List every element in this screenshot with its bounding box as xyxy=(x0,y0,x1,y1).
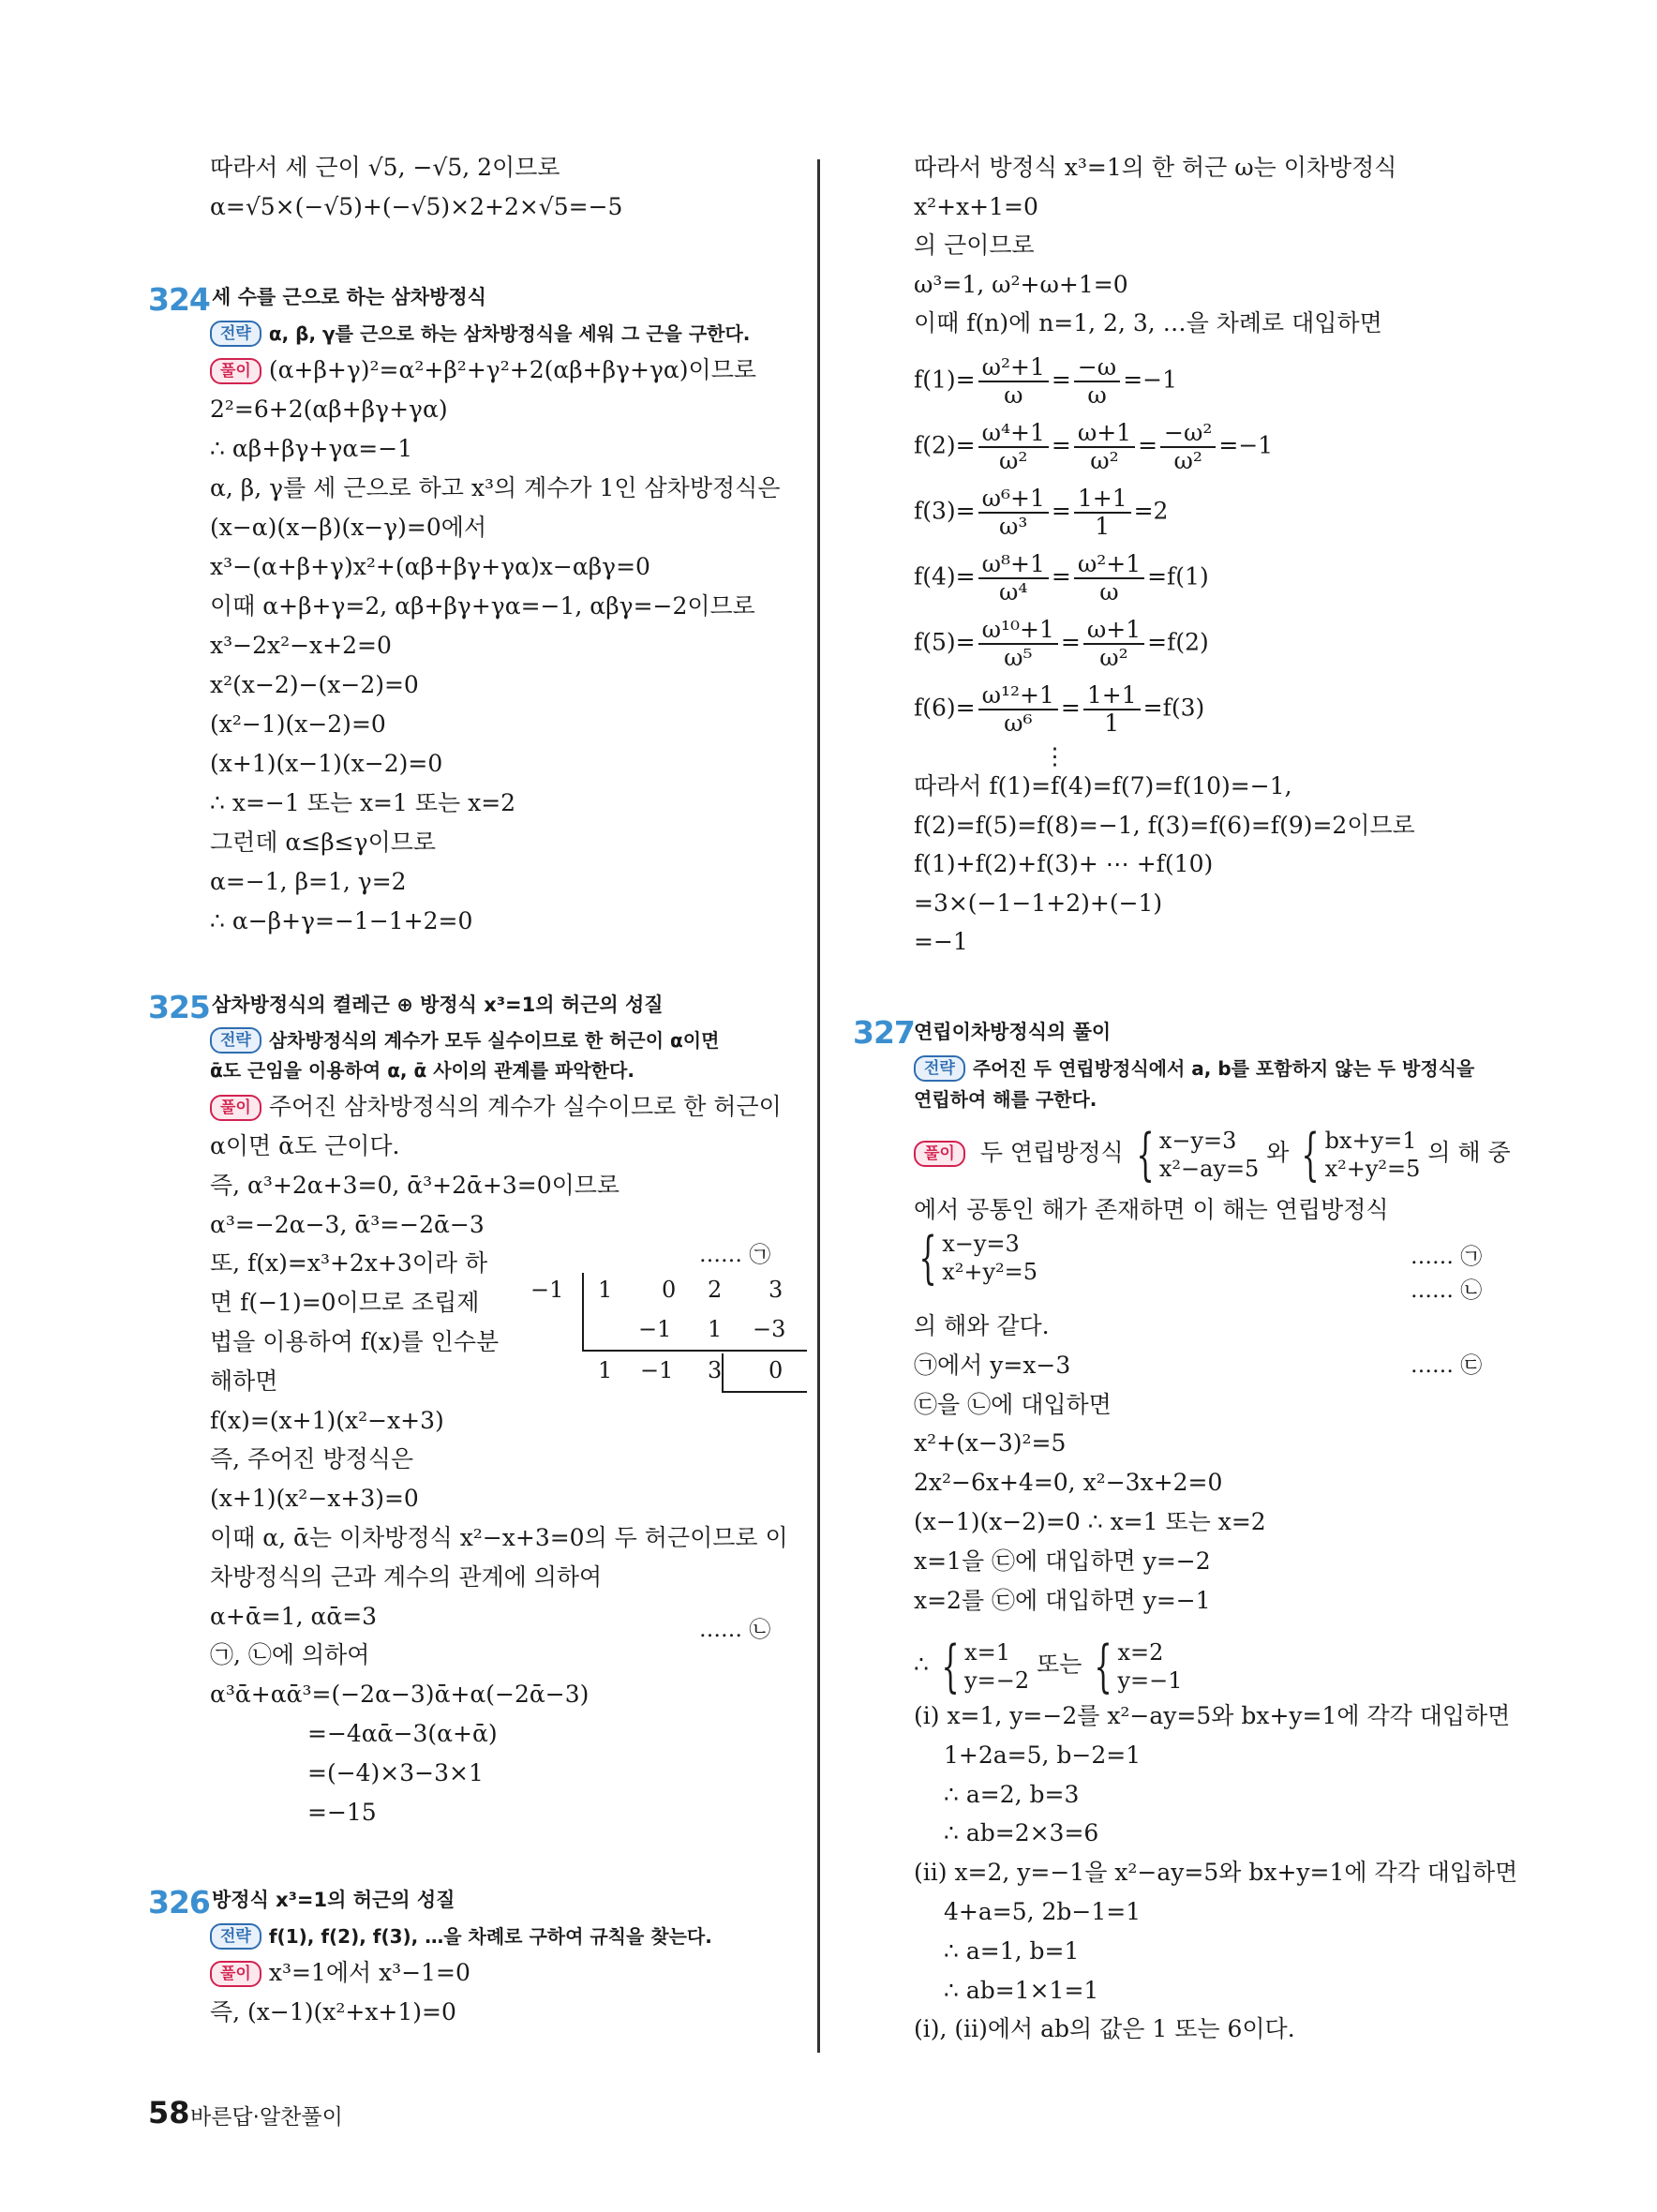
strategy-tag: 전략 xyxy=(210,321,261,347)
synth-cell: 2 xyxy=(708,1277,723,1303)
text-line: ∴ a=1, b=1 xyxy=(944,1936,1080,1965)
equals-sign: = xyxy=(1051,431,1071,459)
text-line: α+ᾱ=1, αᾱ=3 xyxy=(210,1602,378,1630)
equation: x−y=3 xyxy=(942,1230,1020,1257)
strategy-line: 연립하여 해를 구한다. xyxy=(914,1088,1097,1111)
intro-line: α=√5×(−√5)+(−√5)×2+2×√5=−5 xyxy=(210,193,623,220)
fraction-equation xyxy=(914,682,1204,737)
denominator: ω² xyxy=(1099,644,1128,671)
text-line: 1+2a=5, b−2=1 xyxy=(944,1741,1142,1769)
problem-title: 방정식 x³=1의 허근의 성질 xyxy=(212,1889,455,1911)
text-line: 2x²−6x+4=0, x²−3x+2=0 xyxy=(914,1469,1223,1497)
synth-cell: 3 xyxy=(769,1277,784,1303)
denominator: ω xyxy=(1099,578,1119,605)
solution-text: 의 해 중 xyxy=(1427,1139,1511,1166)
result: =2 xyxy=(1133,497,1169,525)
equals-sign: = xyxy=(1051,562,1071,590)
equation-marker: …… ㉠ xyxy=(1411,1245,1483,1269)
denominator: ω² xyxy=(999,447,1028,474)
denominator: ω² xyxy=(1090,447,1119,474)
text-line: (x−1)(x−2)=0 ∴ x=1 또는 x=2 xyxy=(914,1508,1266,1535)
equation-system-line xyxy=(914,1224,1038,1291)
synth-box-left xyxy=(722,1353,724,1391)
synth-cell: −3 xyxy=(753,1316,786,1342)
strategy-line: ᾱ도 근임을 이용하여 α, ᾱ 사이의 관계를 파악한다. xyxy=(210,1059,634,1082)
equation: y=−1 xyxy=(1117,1666,1183,1694)
denominator: ω xyxy=(1004,381,1023,409)
text-line: 의 근이므로 xyxy=(914,232,1035,259)
fraction xyxy=(1074,486,1131,540)
problem-number: 326 xyxy=(148,1884,210,1921)
text-line: f(2)=f(5)=f(8)=−1, f(3)=f(6)=f(9)=2이므로 xyxy=(914,811,1415,839)
denominator: ω⁶ xyxy=(1004,710,1033,737)
strategy-tag: 전략 xyxy=(210,1923,261,1950)
function-label: f(4)= xyxy=(914,562,976,590)
problem-title: 연립이차방정식의 풀이 xyxy=(914,1021,1112,1043)
synth-cell: −1 xyxy=(638,1316,672,1342)
text-line: 4+a=5, 2b−1=1 xyxy=(944,1898,1142,1925)
brace-icon: { xyxy=(1094,1633,1112,1699)
text-line: ㉠, ㉡에 의하여 xyxy=(210,1641,370,1669)
solution-line xyxy=(914,1121,1511,1188)
numerator: −ω² xyxy=(1160,420,1216,448)
numerator: ω¹⁰+1 xyxy=(978,617,1058,645)
synth-cell: 1 xyxy=(708,1316,723,1342)
problem-title: 세 수를 근으로 하는 삼차방정식 xyxy=(212,286,486,308)
page-number: 58 xyxy=(148,2095,190,2130)
function-label: f(5)= xyxy=(914,628,976,656)
intro-line: 따라서 세 근이 √5, −√5, 2이므로 xyxy=(210,154,560,181)
result: =f(1) xyxy=(1147,562,1209,590)
equation: x=2 xyxy=(1117,1638,1164,1666)
denominator: 1 xyxy=(1104,710,1120,737)
numerator: 1+1 xyxy=(1083,682,1141,710)
fraction xyxy=(978,617,1058,671)
denominator: ω⁵ xyxy=(1004,644,1033,671)
fraction-equation xyxy=(914,420,1273,474)
text-line: 따라서 방정식 x³=1의 한 허근 ω는 이차방정식 xyxy=(914,154,1397,181)
solution-text: 또는 xyxy=(1037,1651,1082,1678)
text-line: ㉠에서 y=x−3 xyxy=(914,1351,1071,1379)
text-line: 차방정식의 근과 계수의 관계에 의하여 xyxy=(210,1562,603,1591)
fraction xyxy=(978,420,1049,474)
text-line: 해하면 xyxy=(210,1367,278,1395)
synth-cell: −1 xyxy=(640,1357,674,1383)
text-line: 그런데 α≤β≤γ이므로 xyxy=(210,829,437,856)
therefore-symbol: ∴ xyxy=(914,1651,929,1678)
result: =−1 xyxy=(1218,431,1274,459)
synth-hline xyxy=(582,1350,807,1352)
text-line: (x²−1)(x−2)=0 xyxy=(210,710,386,738)
solution-line xyxy=(210,354,756,386)
fraction xyxy=(1083,617,1144,671)
text-line: 또, f(x)=x³+2x+3이라 하 xyxy=(210,1249,488,1278)
numerator: −ω xyxy=(1074,354,1120,382)
denominator: ω² xyxy=(1173,447,1202,474)
equation-marker: …… ㉠ xyxy=(699,1243,771,1267)
strategy-text: 삼차방정식의 계수가 모두 실수이므로 한 허근이 α이면 xyxy=(268,1029,720,1052)
text-line: ∴ ab=1×1=1 xyxy=(944,1976,1099,2004)
text-line: (ii) x=2, y=−1을 x²−ay=5와 bx+y=1에 각각 대입하면 xyxy=(914,1859,1518,1887)
equation-marker: …… ㉢ xyxy=(1411,1353,1483,1378)
solution-tag: 풀이 xyxy=(210,1961,261,1987)
solution-line xyxy=(210,1091,782,1123)
equation-marker: …… ㉡ xyxy=(1411,1278,1483,1303)
text-line: x=1을 ㉢에 대입하면 y=−2 xyxy=(914,1547,1211,1575)
text-line: f(x)=(x+1)(x²−x+3) xyxy=(210,1406,444,1434)
text-line: 2²=6+2(αβ+βγ+γα) xyxy=(210,396,448,423)
text-line: ω³=1, ω²+ω+1=0 xyxy=(914,270,1128,298)
text-line: =−1 xyxy=(914,928,968,955)
answer-system xyxy=(964,1638,1029,1695)
text-line: f(1)+f(2)+f(3)+ ⋯ +f(10) xyxy=(914,850,1214,877)
fraction xyxy=(978,486,1049,540)
strategy-text: f(1), f(2), f(3), …을 차례로 구하여 규칙을 찾는다. xyxy=(268,1925,712,1948)
equation-system xyxy=(1159,1127,1260,1183)
numerator: ω⁴+1 xyxy=(978,420,1049,448)
equation: x²+y²=5 xyxy=(1324,1155,1421,1182)
fraction xyxy=(1083,682,1141,737)
solution-tag: 풀이 xyxy=(210,1095,261,1121)
equals-sign: = xyxy=(1060,628,1081,656)
equals-sign: = xyxy=(1138,431,1158,459)
function-label: f(6)= xyxy=(914,694,976,722)
function-label: f(3)= xyxy=(914,497,976,525)
text-line: x²(x−2)−(x−2)=0 xyxy=(210,671,419,698)
numerator: ω+1 xyxy=(1083,617,1144,645)
solution-tag: 풀이 xyxy=(914,1141,965,1167)
text-line: x²+x+1=0 xyxy=(914,192,1038,220)
text-line: (i), (ii)에서 ab의 값은 1 또는 6이다. xyxy=(914,2015,1295,2043)
footer-label: 바른답·알찬풀이 xyxy=(190,2105,343,2130)
solution-line xyxy=(210,1957,470,1989)
synth-vline xyxy=(582,1273,584,1350)
fraction-equation xyxy=(914,617,1209,671)
synth-cell: 1 xyxy=(598,1277,613,1303)
strategy-tag: 전략 xyxy=(210,1027,261,1054)
fraction xyxy=(1160,420,1216,474)
problem-title: 삼차방정식의 켤레근 ⊕ 방정식 x³=1의 허근의 성질 xyxy=(212,994,664,1016)
solution-text: 와 xyxy=(1266,1139,1290,1166)
strategy-text: α, β, γ를 근으로 하는 삼차방정식을 세워 그 근을 구한다. xyxy=(268,322,751,345)
fraction xyxy=(978,682,1058,737)
function-label: f(2)= xyxy=(914,431,976,459)
strategy-line xyxy=(210,1024,719,1056)
text-line: 이때 α+β+γ=2, αβ+βγ+γα=−1, αβγ=−2이므로 xyxy=(210,592,755,620)
text-line: 법을 이용하여 f(x)를 인수분 xyxy=(210,1328,500,1355)
text-line: 면 f(−1)=0이므로 조립제 xyxy=(210,1289,480,1317)
fraction-equation xyxy=(914,551,1209,605)
strategy-text: 주어진 두 연립방정식에서 a, b를 포함하지 않는 두 방정식을 xyxy=(972,1057,1475,1080)
fraction xyxy=(1074,420,1135,474)
equation: y=−2 xyxy=(964,1666,1030,1694)
equals-sign: = xyxy=(1051,497,1071,525)
problem-number: 325 xyxy=(148,989,210,1025)
text-line: x³−(α+β+γ)x²+(αβ+βγ+γα)x−αβγ=0 xyxy=(210,553,650,580)
fraction xyxy=(978,354,1049,409)
equals-sign: = xyxy=(1060,694,1081,722)
text-line: ∴ α−β+γ=−1−1+2=0 xyxy=(210,907,473,934)
equation: x−y=3 xyxy=(1158,1127,1237,1154)
text-line: 이때 α, ᾱ는 이차방정식 x²−x+3=0의 두 허근이므로 이 xyxy=(210,1524,788,1551)
result: =f(3) xyxy=(1142,694,1205,722)
text-line: 의 해와 같다. xyxy=(914,1312,1050,1339)
solution-tag: 풀이 xyxy=(210,358,261,384)
fraction-equation xyxy=(914,486,1168,540)
equation-system xyxy=(942,1230,1037,1286)
numerator: ω⁸+1 xyxy=(978,551,1049,579)
solution-text: x³=1에서 x³−1=0 xyxy=(268,1959,470,1986)
text-line: x³−2x²−x+2=0 xyxy=(210,632,392,659)
text-line: 즉, α³+2α+3=0, ᾱ³+2ᾱ+3=0이므로 xyxy=(210,1171,620,1199)
text-line: 따라서 f(1)=f(4)=f(7)=f(10)=−1, xyxy=(914,772,1292,800)
equation-marker: …… ㉡ xyxy=(699,1618,771,1642)
equation-system xyxy=(1325,1127,1421,1183)
text-line: =−4αᾱ−3(α+ᾱ) xyxy=(307,1720,498,1747)
column-divider xyxy=(817,159,820,2053)
numerator: ω²+1 xyxy=(1074,551,1144,579)
problem-number: 327 xyxy=(853,1014,915,1051)
fraction-equation xyxy=(914,354,1177,409)
function-label: f(1)= xyxy=(914,366,976,394)
text-line: ∴ a=2, b=3 xyxy=(944,1780,1080,1808)
text-line: ∴ x=−1 또는 x=1 또는 x=2 xyxy=(210,789,516,816)
text-line: 이때 f(n)에 n=1, 2, 3, …을 차례로 대입하면 xyxy=(914,309,1382,336)
text-line: α, β, γ를 세 근으로 하고 x³의 계수가 1인 삼차방정식은 xyxy=(210,474,781,501)
numerator: 1+1 xyxy=(1074,486,1131,514)
numerator: ω+1 xyxy=(1074,420,1135,448)
brace-icon: { xyxy=(1301,1121,1321,1188)
denominator: ω³ xyxy=(999,513,1028,540)
denominator: 1 xyxy=(1095,513,1111,540)
solution-text: 두 연립방정식 xyxy=(979,1139,1124,1166)
strategy-tag: 전략 xyxy=(914,1055,965,1082)
equation: x=1 xyxy=(964,1638,1010,1666)
equation: bx+y=1 xyxy=(1324,1127,1417,1154)
synth-cell: 1 xyxy=(598,1357,613,1383)
fraction xyxy=(978,551,1049,605)
text-line: α이면 ᾱ도 근이다. xyxy=(210,1132,400,1159)
equation: x²+y²=5 xyxy=(942,1258,1038,1285)
brace-icon: { xyxy=(941,1633,960,1699)
synth-cell: 0 xyxy=(769,1357,784,1383)
text-line: =3×(−1−1+2)+(−1) xyxy=(914,889,1163,917)
numerator: ω⁶+1 xyxy=(978,486,1049,514)
text-line: x=2를 ㉢에 대입하면 y=−1 xyxy=(914,1586,1211,1614)
text-line: α=−1, β=1, γ=2 xyxy=(210,868,407,895)
solution-line: 즉, (x−1)(x²+x+1)=0 xyxy=(210,1998,456,2025)
text-line: x²+(x−3)²=5 xyxy=(914,1429,1067,1457)
synth-box-bottom xyxy=(722,1391,807,1393)
text-line: (i) x=1, y=−2를 x²−ay=5와 bx+y=1에 각각 대입하면 xyxy=(914,1702,1511,1729)
text-line: (x−α)(x−β)(x−γ)=0에서 xyxy=(210,514,487,541)
answer-system xyxy=(1118,1638,1183,1695)
synth-cell: 0 xyxy=(662,1277,677,1303)
strategy-line xyxy=(210,317,750,350)
problem-number: 324 xyxy=(148,281,210,318)
text-line: ㉢을 ㉡에 대입하면 xyxy=(914,1390,1112,1418)
synth-root: −1 xyxy=(530,1277,564,1303)
text-line: α³ᾱ+αᾱ³=(−2α−3)ᾱ+α(−2ᾱ−3) xyxy=(210,1681,590,1709)
text-line: (x+1)(x²−x+3)=0 xyxy=(210,1485,419,1513)
solution-text: 주어진 삼차방정식의 계수가 실수이므로 한 허근이 xyxy=(268,1093,782,1120)
equals-sign: = xyxy=(1051,366,1071,394)
answer-line xyxy=(914,1633,1183,1699)
numerator: ω²+1 xyxy=(978,354,1049,382)
result: =f(2) xyxy=(1147,628,1209,656)
brace-icon: { xyxy=(918,1224,937,1291)
text-line: =(−4)×3−3×1 xyxy=(307,1758,484,1786)
equation: x²−ay=5 xyxy=(1158,1155,1260,1182)
strategy-line xyxy=(210,1920,712,1952)
brace-icon: { xyxy=(1136,1121,1155,1188)
numerator: ω¹²+1 xyxy=(978,682,1058,710)
text-line: (x+1)(x−1)(x−2)=0 xyxy=(210,750,443,777)
denominator: ω xyxy=(1087,381,1107,409)
text-line: =−15 xyxy=(307,1798,377,1826)
solution-line: 에서 공통인 해가 존재하면 이 해는 연립방정식 xyxy=(914,1196,1389,1223)
text-line: 즉, 주어진 방정식은 xyxy=(210,1445,414,1473)
synth-cell: 3 xyxy=(708,1357,723,1383)
text-line: ∴ αβ+βγ+γα=−1 xyxy=(210,435,413,462)
text-line: α³=−2α−3, ᾱ³=−2ᾱ−3 xyxy=(210,1210,485,1238)
solution-text: (α+β+γ)²=α²+β²+γ²+2(αβ+βγ+γα)이므로 xyxy=(268,356,757,383)
fraction xyxy=(1074,551,1144,605)
vertical-ellipsis: ⋮ xyxy=(1043,742,1067,770)
fraction xyxy=(1074,354,1120,409)
text-line: ∴ ab=2×3=6 xyxy=(944,1819,1099,1847)
denominator: ω⁴ xyxy=(999,578,1028,605)
strategy-line xyxy=(914,1052,1474,1084)
result: =−1 xyxy=(1123,366,1177,394)
